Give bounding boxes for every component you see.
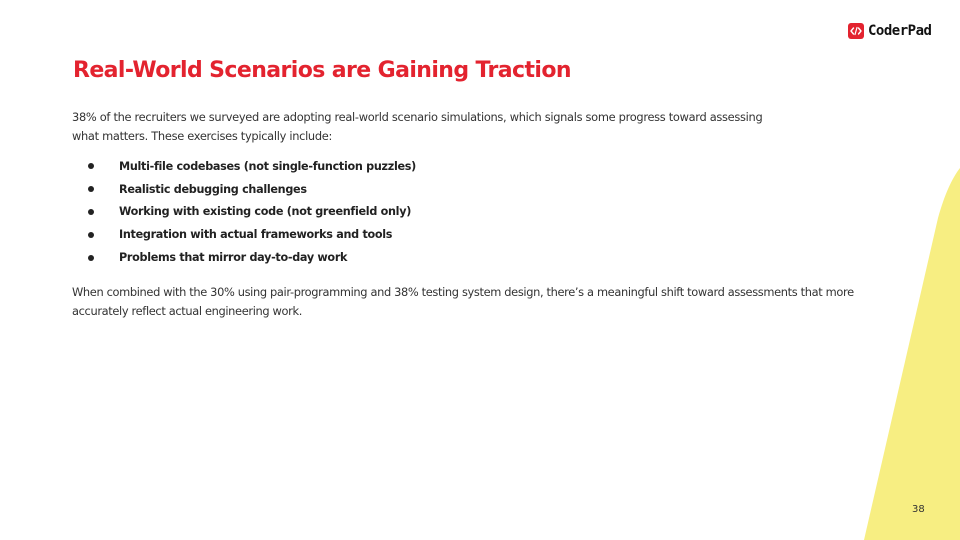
list-item [72, 223, 416, 246]
list-item [72, 178, 416, 201]
closing-paragraph: When combined with the 30% using pair-programming and 38% testing system design, there’s a meaningful shift toward assessments that more accurately reflect actual engineering work. [72, 285, 854, 318]
intro-paragraph: 38% of the recruiters we surveyed are adopting real-world scenario simulations, which signals some progress toward assessing what matters. These exercises typically include: [72, 110, 763, 143]
bullet-dot-icon [88, 255, 94, 261]
bullet-text: Problems that mirror day-to-day work [119, 251, 348, 265]
bullet-text: Multi-file codebases (not single-function puzzles) [119, 159, 416, 173]
code-brackets-icon [848, 23, 864, 39]
bullet-dot-icon [88, 163, 94, 169]
bullet-dot-icon [88, 209, 94, 215]
page-number: 38 [912, 504, 925, 515]
coderpad-logo [848, 22, 931, 40]
bullet-text: Integration with actual frameworks and tools [119, 228, 393, 242]
bullet-text: Working with existing code (not greenfield only) [119, 205, 412, 219]
bullet-dot-icon [88, 232, 94, 238]
bullet-dot-icon [88, 186, 94, 192]
logo-text: CoderPad [868, 23, 932, 39]
list-item [72, 155, 416, 178]
list-item [72, 246, 416, 269]
bullet-list [72, 155, 416, 269]
list-item [72, 201, 416, 224]
slide-title: Real-World Scenarios are Gaining Traction [73, 58, 571, 83]
bullet-text: Realistic debugging challenges [119, 182, 307, 196]
